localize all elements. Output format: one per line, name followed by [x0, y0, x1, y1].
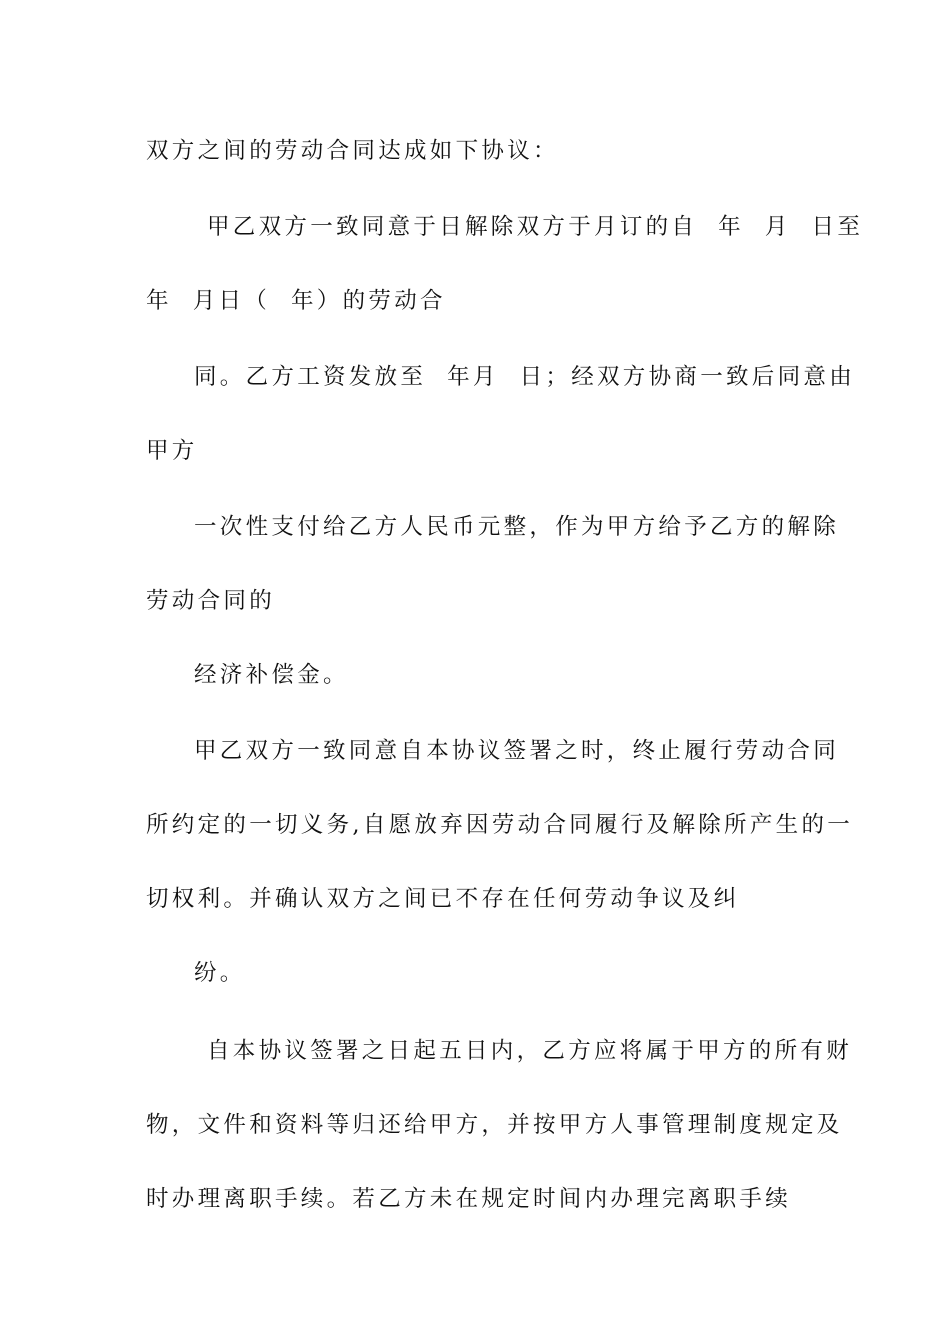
text-line-15: 时办理离职手续。若乙方未在规定时间内办理完离职手续 — [146, 1186, 792, 1212]
text-line-5: 甲方 — [146, 438, 198, 464]
text-line-6: 一次性支付给乙方人民币元整，作为甲方给予乙方的解除 — [194, 514, 840, 540]
text-line-3: 年 月日（ 年）的劳动合 — [146, 288, 446, 314]
text-line-14: 物，文件和资料等归还给甲方，并按甲方人事管理制度规定及 — [146, 1112, 843, 1138]
text-line-10: 所约定的一切义务,自愿放弃因劳动合同履行及解除所产生的一 — [146, 812, 854, 838]
text-line-2: 甲乙双方一致同意于日解除双方于月订的自 年 月 日至 — [207, 214, 864, 240]
text-line-12: 纷。 — [194, 960, 246, 986]
text-line-1: 双方之间的劳动合同达成如下协议： — [146, 138, 559, 164]
text-line-8: 经济补偿金。 — [194, 662, 349, 688]
text-line-9: 甲乙双方一致同意自本协议签署之时，终止履行劳动合同 — [194, 738, 840, 764]
text-line-13: 自本协议签署之日起五日内，乙方应将属于甲方的所有财 — [207, 1038, 853, 1064]
text-line-7: 劳动合同的 — [146, 588, 276, 614]
text-line-11: 切权利。并确认双方之间已不存在任何劳动争议及纠 — [146, 886, 740, 912]
text-line-4: 同。乙方工资发放至 年月 日；经双方协商一致后同意由 — [194, 364, 856, 390]
